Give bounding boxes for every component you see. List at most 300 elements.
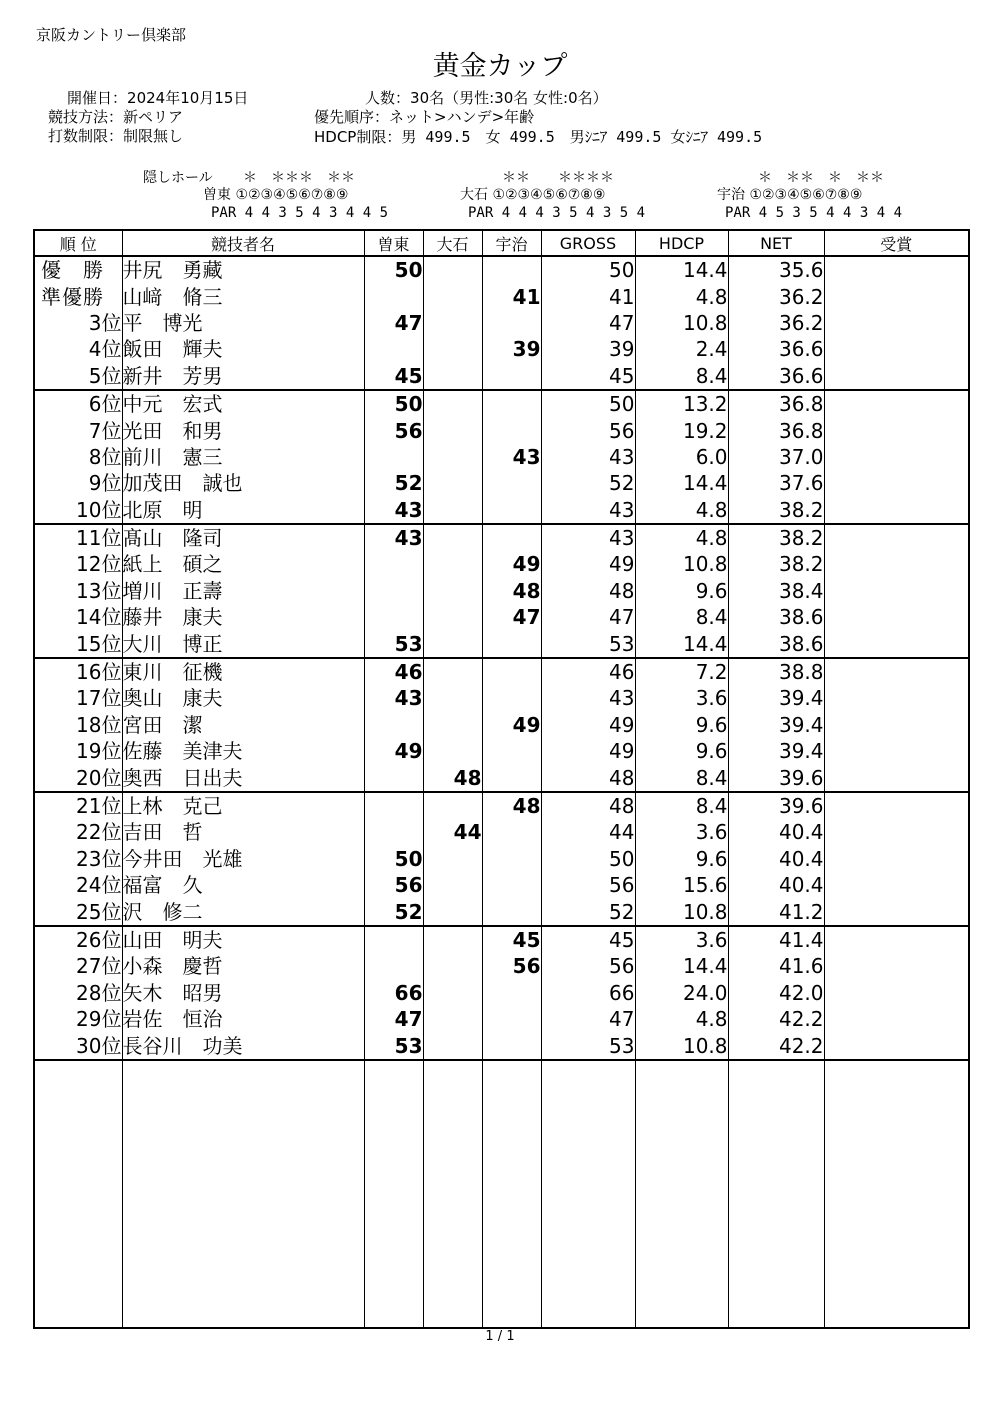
net-cell: 41.2 [728, 898, 824, 925]
course-2-holes [460, 187, 605, 204]
player-name: 藤井 康夫 [122, 604, 364, 630]
net-cell: 38.4 [728, 578, 824, 604]
award-cell [824, 846, 969, 872]
hdcp-cell: 9.6 [635, 738, 728, 764]
table-row [34, 444, 969, 470]
score-course-1: 43 [364, 497, 423, 524]
net-cell: 38.8 [728, 658, 824, 685]
score-course-3 [482, 390, 541, 417]
course-3-label: 宇治 [717, 187, 745, 203]
score-course-1: 46 [364, 658, 423, 685]
table-row [34, 578, 969, 604]
player-name: 飯田 輝夫 [122, 336, 364, 362]
course-1-par: PAR 4 4 3 5 4 3 4 4 5 [211, 205, 389, 221]
player-name: 上林 克己 [122, 792, 364, 819]
net-cell: 40.4 [728, 846, 824, 872]
award-cell [824, 953, 969, 979]
hdcp-cell: 14.4 [635, 953, 728, 979]
score-course-1 [364, 712, 423, 738]
priority-label: 優先順序 [314, 108, 375, 126]
award-cell [824, 497, 969, 524]
hdcp-cell: 4.8 [635, 497, 728, 524]
award-cell [824, 738, 969, 764]
gross-cell: 48 [541, 764, 635, 791]
rank-cell: 27位 [34, 953, 122, 979]
player-name: 小森 慶哲 [122, 953, 364, 979]
score-course-2 [423, 524, 482, 551]
score-course-3: 43 [482, 444, 541, 470]
rank-cell: 10位 [34, 497, 122, 524]
table-row [34, 926, 969, 953]
score-course-1 [364, 604, 423, 630]
score-course-3 [482, 417, 541, 443]
hdcp-label: HDCP制限 [314, 128, 387, 146]
gross-cell: 56 [541, 417, 635, 443]
net-cell: 39.4 [728, 712, 824, 738]
score-course-2: 44 [423, 819, 482, 845]
table-row [34, 390, 969, 417]
table-row [34, 497, 969, 524]
gross-cell: 45 [541, 363, 635, 390]
net-cell: 42.2 [728, 1006, 824, 1032]
player-name: 加茂田 誠也 [122, 470, 364, 496]
score-course-3 [482, 1006, 541, 1032]
rank-cell: 12位 [34, 551, 122, 577]
table-row [34, 417, 969, 443]
award-cell [824, 336, 969, 362]
net-cell: 39.6 [728, 792, 824, 819]
hdcp-cell: 2.4 [635, 336, 728, 362]
hdcp-cell: 9.6 [635, 712, 728, 738]
score-course-1 [364, 283, 423, 309]
table-row [34, 336, 969, 362]
net-cell: 41.4 [728, 926, 824, 953]
rank-cell: 11位 [34, 524, 122, 551]
gross-cell: 52 [541, 898, 635, 925]
award-cell [824, 256, 969, 283]
date-value: 2024年10月15日 [127, 89, 249, 107]
gross-cell: 41 [541, 283, 635, 309]
gross-cell: 49 [541, 712, 635, 738]
score-course-1: 47 [364, 310, 423, 336]
limit-row: 打数制限：制限無し [48, 127, 184, 145]
table-row [34, 898, 969, 925]
player-name: 平 博光 [122, 310, 364, 336]
score-course-1 [364, 551, 423, 577]
rank-cell: 18位 [34, 712, 122, 738]
rank-cell: 25位 [34, 898, 122, 925]
score-course-1 [364, 819, 423, 845]
hdcp-cell: 8.4 [635, 764, 728, 791]
header-hdcp: HDCP [635, 230, 728, 256]
course-1-holes [203, 187, 348, 204]
empty-space-row [34, 1060, 969, 1328]
hdcp-cell: 8.4 [635, 363, 728, 390]
rank-cell: 26位 [34, 926, 122, 953]
score-course-2 [423, 872, 482, 898]
hdcp-cell: 3.6 [635, 926, 728, 953]
hdcp-cell: 14.4 [635, 630, 728, 657]
date-label: 開催日 [67, 89, 113, 107]
count-value: 30名（男性:30名 女性:0名） [410, 89, 608, 107]
score-course-2 [423, 390, 482, 417]
net-cell: 39.4 [728, 738, 824, 764]
table-row [34, 764, 969, 791]
player-name: 山田 明夫 [122, 926, 364, 953]
table-row [34, 712, 969, 738]
net-cell: 38.6 [728, 630, 824, 657]
award-cell [824, 926, 969, 953]
method-row: 競技方法：新ペリア [48, 108, 184, 126]
score-course-2 [423, 363, 482, 390]
rank-cell: 24位 [34, 872, 122, 898]
player-name: 佐藤 美津夫 [122, 738, 364, 764]
score-course-3 [482, 738, 541, 764]
gross-cell: 43 [541, 444, 635, 470]
score-course-3 [482, 630, 541, 657]
results-table [33, 229, 970, 1329]
course-2-label: 大石 [460, 187, 488, 203]
score-course-2 [423, 497, 482, 524]
award-cell [824, 551, 969, 577]
course-2-stars: ＊＊ ＊＊＊＊ [502, 170, 614, 186]
hdcp-cell: 7.2 [635, 658, 728, 685]
hdcp-cell: 6.0 [635, 444, 728, 470]
table-row [34, 685, 969, 711]
header-net: NET [728, 230, 824, 256]
score-course-1: 43 [364, 685, 423, 711]
player-name: 山﨑 脩三 [122, 283, 364, 309]
score-course-2 [423, 685, 482, 711]
score-course-3: 49 [482, 712, 541, 738]
score-course-3: 48 [482, 578, 541, 604]
rank-cell: 16位 [34, 658, 122, 685]
count-row: 人数：30名（男性:30名 女性:0名） [365, 89, 608, 107]
score-course-3 [482, 819, 541, 845]
score-course-2 [423, 953, 482, 979]
rank-cell: 14位 [34, 604, 122, 630]
player-name: 長谷川 功美 [122, 1032, 364, 1059]
score-course-2 [423, 444, 482, 470]
score-course-2 [423, 256, 482, 283]
rank-cell: 21位 [34, 792, 122, 819]
gross-cell: 50 [541, 256, 635, 283]
hdcp-row: HDCP制限：男 499.5 女 499.5 男ｼﾆｱ 499.5 女ｼﾆｱ 499.5 [314, 128, 763, 146]
rank-cell: 23位 [34, 846, 122, 872]
table-row [34, 1006, 969, 1032]
rank-cell: 4位 [34, 336, 122, 362]
priority-row: 優先順序：ネット>ハンデ>年齢 [314, 108, 535, 126]
score-course-3: 49 [482, 551, 541, 577]
award-cell [824, 470, 969, 496]
gross-cell: 48 [541, 578, 635, 604]
hdcp-cell: 14.4 [635, 470, 728, 496]
score-course-3: 41 [482, 283, 541, 309]
score-course-3 [482, 658, 541, 685]
net-cell: 36.2 [728, 283, 824, 309]
player-name: 光田 和男 [122, 417, 364, 443]
award-cell [824, 658, 969, 685]
net-cell: 40.4 [728, 872, 824, 898]
net-cell: 36.6 [728, 363, 824, 390]
net-cell: 37.0 [728, 444, 824, 470]
date-row: 開催日：2024年10月15日 [67, 89, 249, 107]
score-course-2 [423, 926, 482, 953]
priority-value: ネット>ハンデ>年齢 [389, 108, 535, 126]
hdcp-cell: 24.0 [635, 980, 728, 1006]
player-name: 宮田 潔 [122, 712, 364, 738]
award-cell [824, 283, 969, 309]
net-cell: 40.4 [728, 819, 824, 845]
gross-cell: 49 [541, 551, 635, 577]
rank-cell: 15位 [34, 630, 122, 657]
award-cell [824, 604, 969, 630]
score-course-3: 48 [482, 792, 541, 819]
player-name: 大川 博正 [122, 630, 364, 657]
header-gross: GROSS [541, 230, 635, 256]
score-course-1: 49 [364, 738, 423, 764]
hdcp-cell: 10.8 [635, 551, 728, 577]
score-course-3 [482, 1032, 541, 1059]
net-cell: 38.2 [728, 497, 824, 524]
table-row [34, 658, 969, 685]
hdcp-cell: 14.4 [635, 256, 728, 283]
score-course-1: 56 [364, 417, 423, 443]
score-course-2 [423, 980, 482, 1006]
score-course-3 [482, 685, 541, 711]
rank-cell: 9位 [34, 470, 122, 496]
net-cell: 38.6 [728, 604, 824, 630]
score-course-1 [364, 764, 423, 791]
net-cell: 36.2 [728, 310, 824, 336]
score-course-3: 39 [482, 336, 541, 362]
score-course-2 [423, 1006, 482, 1032]
award-cell [824, 872, 969, 898]
method-label: 競技方法 [48, 108, 109, 126]
course-1-circles: ①②③④⑤⑥⑦⑧⑨ [235, 187, 349, 203]
score-course-1 [364, 578, 423, 604]
hdcp-cell: 9.6 [635, 578, 728, 604]
score-course-3 [482, 980, 541, 1006]
gross-cell: 53 [541, 630, 635, 657]
score-course-3 [482, 524, 541, 551]
gross-cell: 44 [541, 819, 635, 845]
net-cell: 38.2 [728, 524, 824, 551]
net-cell: 38.2 [728, 551, 824, 577]
score-course-2 [423, 712, 482, 738]
score-course-3: 45 [482, 926, 541, 953]
table-row [34, 819, 969, 845]
player-name: 紙上 碩之 [122, 551, 364, 577]
score-course-2 [423, 1032, 482, 1059]
award-cell [824, 310, 969, 336]
hdcp-cell: 4.8 [635, 283, 728, 309]
header-course-1: 曽東 [364, 230, 423, 256]
score-course-2 [423, 846, 482, 872]
score-course-1 [364, 792, 423, 819]
player-name: 北原 明 [122, 497, 364, 524]
gross-cell: 43 [541, 497, 635, 524]
table-row [34, 630, 969, 657]
score-course-2 [423, 336, 482, 362]
score-course-1 [364, 953, 423, 979]
score-course-3 [482, 256, 541, 283]
table-row [34, 953, 969, 979]
count-label: 人数 [365, 89, 396, 107]
award-cell [824, 792, 969, 819]
gross-cell: 53 [541, 1032, 635, 1059]
table-row [34, 872, 969, 898]
award-cell [824, 578, 969, 604]
course-3-circles: ①②③④⑤⑥⑦⑧⑨ [749, 187, 863, 203]
table-row [34, 846, 969, 872]
net-cell: 37.6 [728, 470, 824, 496]
score-course-2 [423, 738, 482, 764]
gross-cell: 56 [541, 872, 635, 898]
score-course-1: 53 [364, 1032, 423, 1059]
rank-cell: 5位 [34, 363, 122, 390]
table-row [34, 1032, 969, 1059]
award-cell [824, 1032, 969, 1059]
player-name: 前川 憲三 [122, 444, 364, 470]
gross-cell: 47 [541, 604, 635, 630]
score-course-1: 43 [364, 524, 423, 551]
player-name: 矢木 昭男 [122, 980, 364, 1006]
score-course-3 [482, 846, 541, 872]
score-course-3 [482, 497, 541, 524]
rank-cell: 17位 [34, 685, 122, 711]
player-name: 髙山 隆司 [122, 524, 364, 551]
hidden-holes-label: 隠しホール [143, 170, 213, 186]
rank-cell: 13位 [34, 578, 122, 604]
score-course-2 [423, 551, 482, 577]
course-3-stars: ＊ ＊＊ ＊ ＊＊ [758, 170, 884, 186]
rank-cell: 19位 [34, 738, 122, 764]
course-1-stars: ＊ ＊＊＊ ＊＊ [243, 170, 355, 186]
award-cell [824, 444, 969, 470]
score-course-3: 56 [482, 953, 541, 979]
score-course-2 [423, 630, 482, 657]
hdcp-cell: 10.8 [635, 898, 728, 925]
limit-value: 制限無し [123, 127, 184, 145]
player-name: 増川 正壽 [122, 578, 364, 604]
net-cell: 39.4 [728, 685, 824, 711]
gross-cell: 48 [541, 792, 635, 819]
player-name: 沢 修二 [122, 898, 364, 925]
rank-cell: 6位 [34, 390, 122, 417]
table-row [34, 256, 969, 283]
score-course-1: 50 [364, 256, 423, 283]
table-row [34, 363, 969, 390]
award-cell [824, 712, 969, 738]
score-course-2 [423, 283, 482, 309]
hdcp-cell: 15.6 [635, 872, 728, 898]
player-name: 岩佐 恒治 [122, 1006, 364, 1032]
player-name: 今井田 光雄 [122, 846, 364, 872]
rank-cell: 28位 [34, 980, 122, 1006]
score-course-1: 50 [364, 846, 423, 872]
table-header [34, 230, 969, 256]
table-row [34, 524, 969, 551]
table-row [34, 551, 969, 577]
table-row [34, 470, 969, 496]
net-cell: 35.6 [728, 256, 824, 283]
rank-cell: 8位 [34, 444, 122, 470]
method-value: 新ペリア [123, 108, 184, 126]
hdcp-cell: 8.4 [635, 792, 728, 819]
award-cell [824, 524, 969, 551]
rank-cell: 準優勝 [34, 283, 122, 309]
course-2-circles: ①②③④⑤⑥⑦⑧⑨ [492, 187, 606, 203]
gross-cell: 39 [541, 336, 635, 362]
hdcp-cell: 19.2 [635, 417, 728, 443]
score-course-1 [364, 444, 423, 470]
score-course-2 [423, 578, 482, 604]
award-cell [824, 685, 969, 711]
course-2-par: PAR 4 4 4 3 5 4 3 5 4 [468, 205, 646, 221]
score-course-2 [423, 792, 482, 819]
player-name: 新井 芳男 [122, 363, 364, 390]
net-cell: 36.8 [728, 390, 824, 417]
score-course-1: 52 [364, 470, 423, 496]
net-cell: 41.6 [728, 953, 824, 979]
score-course-3 [482, 872, 541, 898]
net-cell: 42.2 [728, 1032, 824, 1059]
gross-cell: 47 [541, 1006, 635, 1032]
rank-cell: 3位 [34, 310, 122, 336]
limit-label: 打数制限 [48, 127, 109, 145]
course-3-holes [717, 187, 862, 204]
hdcp-cell: 9.6 [635, 846, 728, 872]
table-row [34, 738, 969, 764]
award-cell [824, 363, 969, 390]
club-name: 京阪カントリー倶楽部 [36, 26, 187, 44]
gross-cell: 49 [541, 738, 635, 764]
score-course-3: 47 [482, 604, 541, 630]
rank-cell: 29位 [34, 1006, 122, 1032]
score-course-2: 48 [423, 764, 482, 791]
hdcp-cell: 10.8 [635, 1032, 728, 1059]
rank-cell: 30位 [34, 1032, 122, 1059]
score-course-3 [482, 764, 541, 791]
header-rank: 順 位 [34, 230, 122, 256]
player-name: 中元 宏式 [122, 390, 364, 417]
gross-cell: 45 [541, 926, 635, 953]
hdcp-cell: 10.8 [635, 310, 728, 336]
gross-cell: 43 [541, 524, 635, 551]
table-row [34, 283, 969, 309]
score-course-1: 53 [364, 630, 423, 657]
award-cell [824, 390, 969, 417]
score-course-3 [482, 363, 541, 390]
score-course-2 [423, 604, 482, 630]
score-course-2 [423, 658, 482, 685]
hdcp-value: 男 499.5 女 499.5 男ｼﾆｱ 499.5 女ｼﾆｱ 499.5 [401, 128, 763, 146]
score-course-1: 66 [364, 980, 423, 1006]
score-course-1 [364, 926, 423, 953]
award-cell [824, 417, 969, 443]
rank-cell: 22位 [34, 819, 122, 845]
gross-cell: 50 [541, 390, 635, 417]
player-name: 福富 久 [122, 872, 364, 898]
score-course-3 [482, 470, 541, 496]
gross-cell: 43 [541, 685, 635, 711]
net-cell: 42.0 [728, 980, 824, 1006]
hdcp-cell: 4.8 [635, 524, 728, 551]
score-course-1: 50 [364, 390, 423, 417]
gross-cell: 66 [541, 980, 635, 1006]
score-course-2 [423, 310, 482, 336]
